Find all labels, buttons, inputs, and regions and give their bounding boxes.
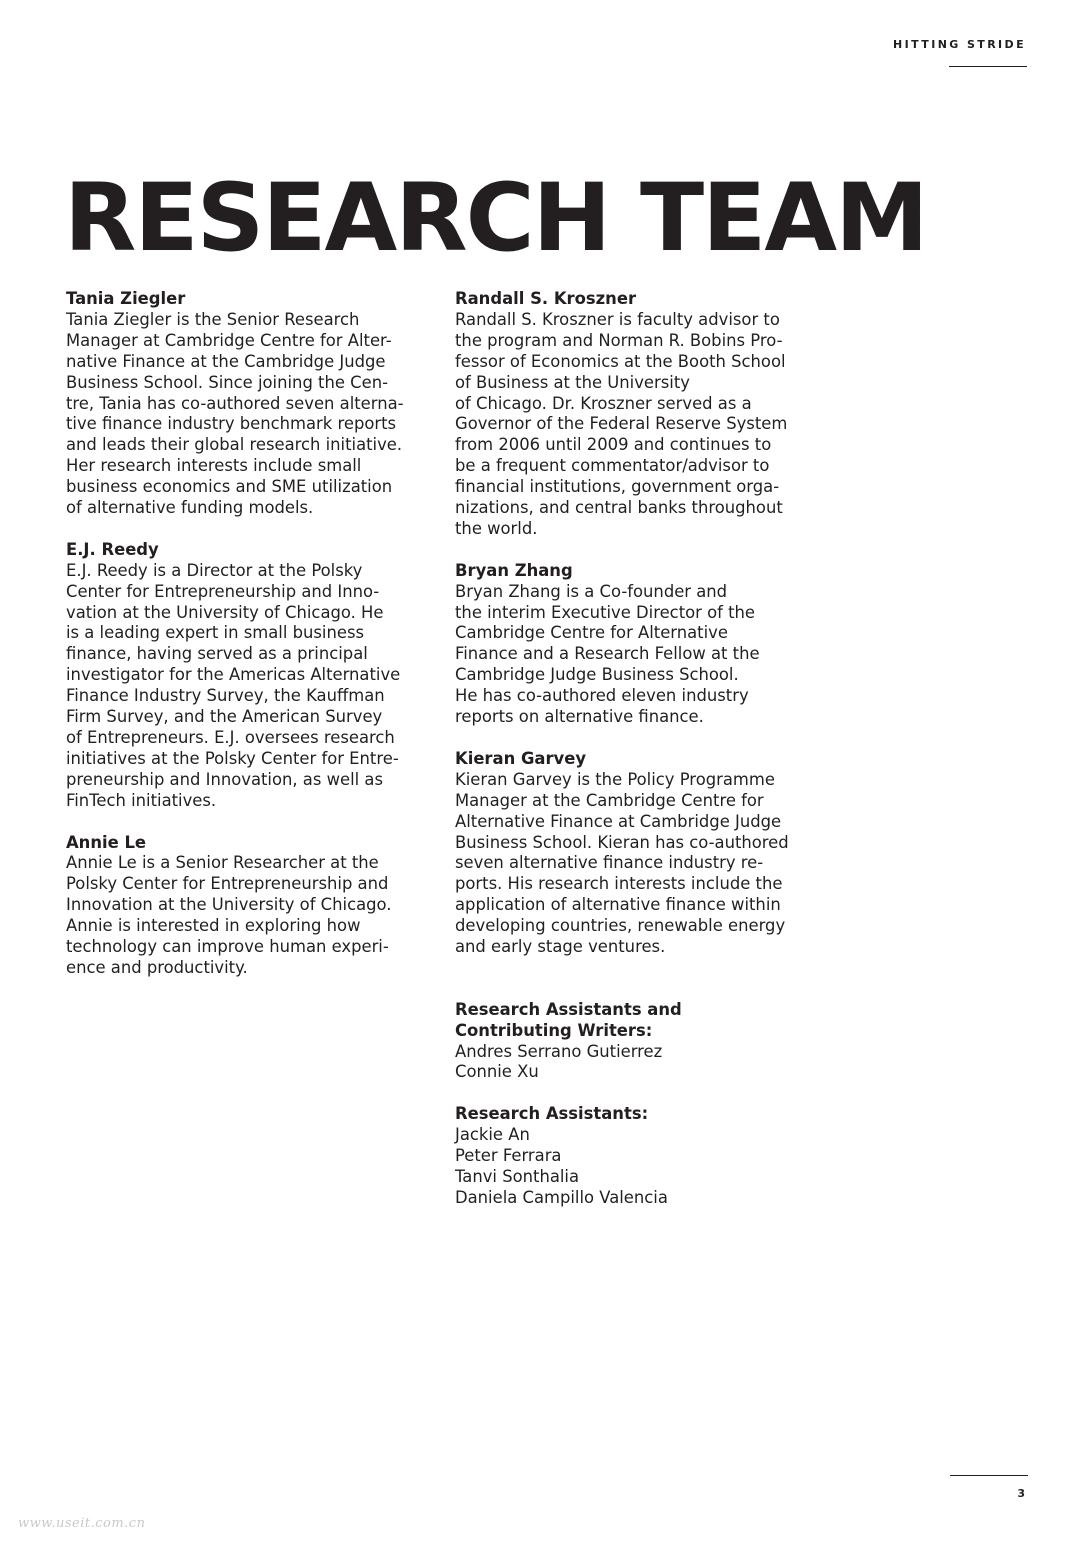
bio-randall-kroszner — [455, 289, 825, 540]
bio-text: Bryan Zhang is a Co-founder and the interim Executive Director of the Cambridge Centre for Alternative Finance and a Research Fellow at the Cambridge Judge Business School. He has co-authored eleven industry reports on alternative finance. — [455, 581, 760, 727]
contributors-heading: Research Assistants and Contributing Writers: — [455, 999, 682, 1040]
bio-text: Randall S. Kroszner is faculty advisor to the program and Norman R. Bobins Pro- fessor of Economics at the Booth School of Business at the University of Chicago. Dr. Kroszner served as a Governor of the Federal Reserve System from 2006 until 2009 and continues to be a frequent commentator/advisor to financial institutions, government orga- nizations, and central banks throughout the world. — [455, 309, 788, 538]
bio-name: Bryan Zhang — [455, 560, 573, 580]
page-number: 3 — [1017, 1487, 1025, 1500]
assistants-group — [455, 1104, 825, 1209]
footer-rule — [950, 1475, 1028, 1476]
bio-kieran-garvey — [455, 749, 825, 958]
assistants-heading: Research Assistants: — [455, 1104, 649, 1124]
bio-ej-reedy — [66, 540, 436, 812]
contributor-name: Andres Serrano Gutierrez — [455, 1041, 663, 1061]
bio-text: Kieran Garvey is the Policy Programme Manager at the Cambridge Centre for Alternative Finance at Cambridge Judge Business School. Kieran has co-authored seven alternative finance industry re- ports. His research interests include the application of alternative finance within developing countries, renewable energy and early stage ventures. — [455, 769, 789, 957]
watermark: www.useit.com.cn — [18, 1516, 146, 1531]
assistant-name: Daniela Campillo Valencia — [455, 1187, 668, 1207]
bio-text: Annie Le is a Senior Researcher at the Polsky Center for Entrepreneurship and Innovation at the University of Chicago. Annie is interested in exploring how technology can improve human experi- ence and productivity. — [66, 853, 392, 977]
spacer — [455, 979, 825, 1000]
bio-name: E.J. Reedy — [66, 539, 159, 559]
running-header: HITTING STRIDE — [893, 38, 1026, 51]
header-rule — [949, 66, 1027, 67]
page-title: RESEARCH TEAM — [64, 164, 927, 273]
assistant-name: Jackie An — [455, 1125, 530, 1145]
bio-name: Kieran Garvey — [455, 748, 587, 768]
right-column — [455, 289, 825, 1230]
bio-bryan-zhang — [455, 561, 825, 728]
bio-text: Tania Ziegler is the Senior Research Manager at Cambridge Centre for Alter- native Finance at the Cambridge Judge Business School. Since joining the Cen- tre, Tania has co-authored seven alterna- tive finance industry benchmark reports and leads their global research initiative. Her research interests include small business economics and SME utilization of alternative funding models. — [66, 309, 404, 518]
bio-text: E.J. Reedy is a Director at the Polsky Center for Entrepreneurship and Inno- vation at the University of Chicago. He is a leading expert in small business finance, having served as a principal investigator for the Americas Alternative Finance Industry Survey, the Kauffman Firm Survey, and the American Survey of Entrepreneurs. E.J. oversees research initiatives at the Polsky Center for Entre- preneurship and Innovation, as well as FinTech initiatives. — [66, 560, 401, 810]
contributor-name: Connie Xu — [455, 1062, 539, 1082]
assistant-name: Tanvi Sonthalia — [455, 1166, 580, 1186]
bio-name: Annie Le — [66, 832, 147, 852]
contributors-group — [455, 1000, 825, 1084]
assistant-name: Peter Ferrara — [455, 1146, 562, 1166]
bio-name: Randall S. Kroszner — [455, 289, 637, 308]
bio-name: Tania Ziegler — [66, 289, 186, 308]
bio-tania-ziegler — [66, 289, 436, 519]
left-column — [66, 289, 436, 1000]
bio-annie-le — [66, 833, 436, 979]
